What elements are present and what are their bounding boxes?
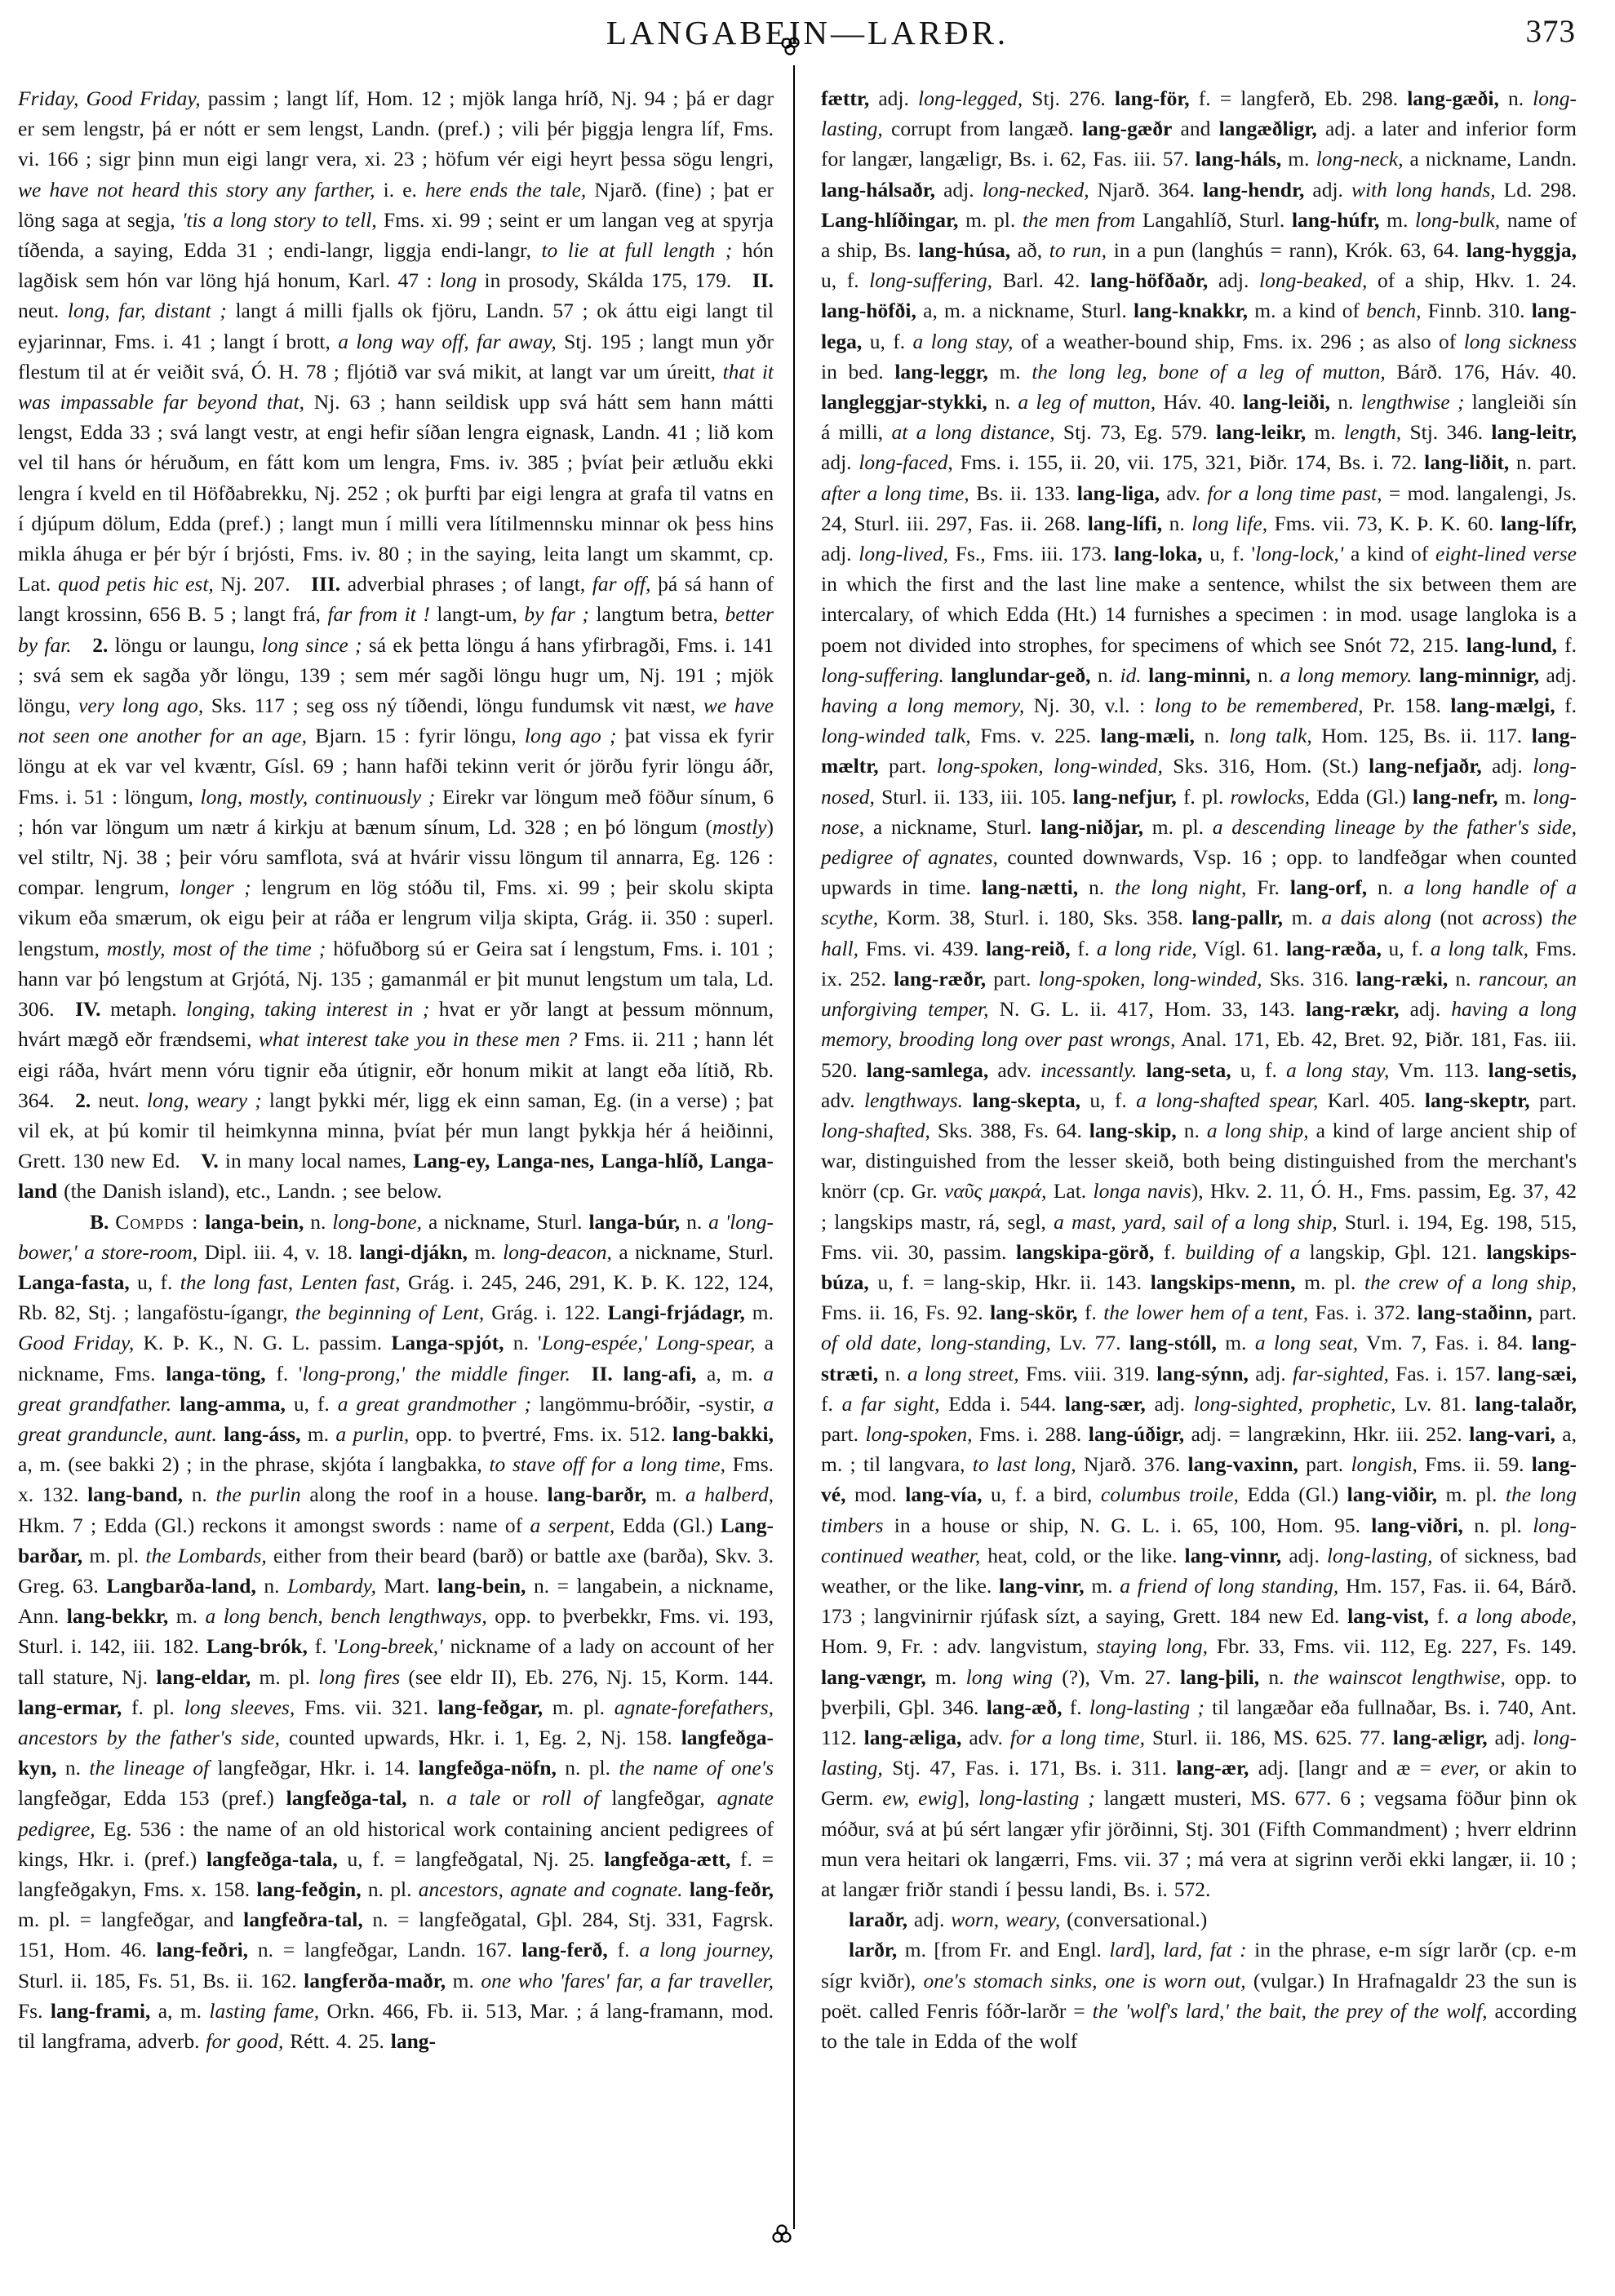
text-block: fættr, adj. long-legged, Stj. 276. lang-för, f. = langferð, Eb. 298. lang-gæði, n. long-lasting, corrupt from langæð. lang-gæðr and langæðligr, adj. a later and inferior form for langær, langæligr, Bs. i. 62, Fas. iii. 57. lang-háls, m. long-neck, a nickname, Landn. lang-hálsaðr, adj. long-necked, Njarð. 364. lang-hendr, adj. with long hands, Ld. 298. Lang-hlíðingar, m. pl. the men from Langahlíð, Sturl. lang-húfr, m. long-bulk, name of a ship, Bs. lang-húsa, að, to run, in a pun (langhús = rann), Krók. 63, 64. lang-hyggja, u, f. long-suffering, Barl. 42. lang-höfðaðr, adj. long-beaked, of a ship, Hkv. 1. 24. lang-höfði, a, m. a nickname, Sturl. lang-knakkr, m. a kind of bench, Finnb. 310. lang-lega, u, f. a long stay, of a weather-bound ship, Fms. ix. 296 ; as also of long sickness in bed. lang-leggr, m. the long leg, bone of a leg of mutton, Bárð. 176, Háv. 40. langleggjar-stykki, n. a leg of mutton, Háv. 40. lang-leiði, n. lengthwise ; langleiði sín á milli, at a long distance, Stj. 73, Eg. 579. lang-leikr, m. length, Stj. 346. lang-leitr, adj. long-faced, Fms. i. 155, ii. 20, vii. 175, 321, Þiðr. 174, Bs. i. 72. lang-liðit, n. part. after a long time, Bs. ii. 133. lang-liga, adv. for a long time past, = mod. langalengi, Js. 24, Sturl. iii. 297, Fas. ii. 268. lang-lífi, n. long life, Fms. vii. 73, K. Þ. K. 60. lang-lífr, adj. long-lived, Fs., Fms. iii. 173. lang-loka, u, f. 'long-lock,' a kind of eight-lined verse in which the first and the last line make a sentence, whilst the six between them are intercalary, of which Edda (Ht.) 14 furnishes a specimen : in mod. usage langloka is a poem not divided into strophes, for specimens of which see Snót 72, 215. lang-lund, f. long-suffering. langlundar-geð, n. id. lang-minni, n. a long memory. lang-minnigr, adj. having a long memory, Nj. 30, v.l. : long to be remembered, Pr. 158. lang-mælgi, f. long-winded talk, Fms. v. 225. lang-mæli, n. long talk, Hom. 125, Bs. ii. 117. lang-mæltr, part. long-spoken, long-winded, Sks. 316, Hom. (St.) lang-nefjaðr, adj. long-nosed, Sturl. ii. 133, iii. 105. lang-nefjur, f. pl. rowlocks, Edda (Gl.) lang-nefr, m. long-nose, a nickname, Sturl. lang-niðjar, m. pl. a descending lineage by the father's side, pedigree of agnates, counted downwards, Vsp. 16 ; opp. to landfeðgar when counted upwards in time. lang-nætti, n. the long night, Fr. lang-orf, n. a long handle of a scythe, Korm. 38, Sturl. i. 180, Sks. 358. lang-pallr, m. a dais along (not across) the hall, Fms. vi. 439. lang-reið, f. a long ride, Vígl. 61. lang-ræða, u, f. a long talk, Fms. ix. 252. lang-ræðr, part. long-spoken, long-winded, Sks. 316. lang-ræki, n. rancour, an unforgiving temper, N. G. L. ii. 417, Hom. 33, 143. lang-rækr, adj. having a long memory, brooding long over past wrongs, Anal. 171, Eb. 42, Bret. 92, Þiðr. 181, Fas. iii. 520. lang-samlega, adv. incessantly. lang-seta, u, f. a long stay, Vm. 113. lang-setis, adv. lengthways. lang-skepta, u, f. a long-shafted spear, Karl. 405. lang-skeptr, part. long-shafted, Sks. 388, Fs. 64. lang-skip, n. a long ship, a kind of large ancient ship of war, distinguished from the lesser skeið, both being distinguished from the merchant's knörr (cp. Gr. ναῦς μακρά, Lat. longa navis), Hkv. 2. 11, Ó. H., Fms. passim, Eg. 37, 42 ; langskips mastr, rá, segl, a mast, yard, sail of a long ship, Sturl. i. 194, Eg. 198, 515, Fms. vii. 30, passim. langskipa-görð, f. building of a langskip, Gþl. 121. langskips-búza, u, f. = lang-skip, Hkr. ii. 143. langskips-menn, m. pl. the crew of a long ship, Fms. ii. 16, Fs. 92. lang-skör, f. the lower hem of a tent, Fas. i. 372. lang-staðinn, part. of old date, long-standing, Lv. 77. lang-stóll, m. a long seat, Vm. 7, Fas. i. 84. lang-stræti, n. a long street, Fms. viii. 319. lang-sýnn, adj. far-sighted, Fas. i. 157. lang-sæi, f. a far sight, Edda i. 544. lang-sær, adj. long-sighted, prophetic, Lv. 81. lang-talaðr, part. long-spoken, Fms. i. 288. lang-úðigr, adj. = langrækinn, Hkr. iii. 252. lang-vari, a, m. ; til langvara, to last long, Njarð. 376. lang-vaxinn, part. longish, Fms. ii. 59. lang-vé, mod. lang-vía, u, f. a bird, columbus troile, Edda (Gl.) lang-viðir, m. pl. the long timbers in a house or ship, N. G. L. i. 65, 100, Hom. 95. lang-viðri, n. pl. long-continued weather, heat, cold, or the like. lang-vinnr, adj. long-lasting, of sickness, bad weather, or the like. lang-vinr, m. a friend of long standing, Hm. 157, Fas. ii. 64, Bárð. 173 ; langvinirnir rjúfask sízt, a saying, Grett. 184 new Ed. lang-vist, f. a long abode, Hom. 9, Fr. : adv. langvistum, staying long, Fbr. 33, Fms. vii. 112, Eg. 227, Fs. 149. lang-vængr, m. long wing (?), Vm. 27. lang-þili, n. the wainscot lengthwise, opp. to þverþili, Gþl. 346. lang-æð, f. long-lasting ; til langæðar eða fullnaðar, Bs. i. 740, Ant. 112. lang-æliga, adv. for a long time, Sturl. ii. 186, MS. 625. 77. lang-æligr, adj. long-lasting, Stj. 47, Fas. i. 171, Bs. i. 311. lang-ær, adj. [langr and æ = ever, or akin to Germ. ew, ewig], long-lasting ; langætt musteri, MS. 677. 6 ; vegsama föður þinn ok móður, svá at þú sért langær yfir jörðinni, Stj. 301 (Fifth Commandment) ; hverr eldrinn mun vera heitari ok langærri, Fms. vii. 37 ; má vera at sigrinn verði ekki langær, ii. 10 ; at langær friðr standi í þessu landi, Bs. i. 572. [821, 86, 1577, 1901]
text-block: Friday, Good Friday, passim ; langt líf, Hom. 12 ; mjök langa hríð, Nj. 94 ; þá er dagr er sem lengstr, þá er nótt er sem lengst, Landn. (pref.) ; vili þér þiggja lengra líf, Fms. vi. 166 ; sigr þinn mun eigi langr vera, xi. 23 ; höfum vér eigi heyrt þessa sögu lengri, we have not heard this story any farther, i. e. here ends the tale, Njarð. (fine) ; þat er löng saga at segja, 'tis a long story to tell, Fms. xi. 99 ; seint er um langan veg at spyrja tíðenda, a saying, Edda 31 ; endi-langr, liggja endi-langr, to lie at full length ; hón lagðisk sem hón var löng hjá honum, Karl. 47 : long in prosody, Skálda 175, 179. II. neut. long, far, distant ; langt á milli fjalls ok fjöru, Landn. 57 ; ok áttu eigi langt til eyjarinnar, Fms. i. 41 ; langt í brott, a long way off, far away, Stj. 195 ; langt mun yðr flestum til at ér veiðit svá, Ó. H. 78 ; fljótið var svá mikit, at langt var um úreitt, that it was impassable far beyond that, Nj. 63 ; hann seildisk upp svá hátt sem hann mátti lengst, Edda 33 ; svá langt vestr, at engi hefir síðan lengra eignask, Landn. 41 ; lið kom vel til hans ór héruðum, en fátt kom um lengra, Fms. iv. 385 ; þvíat þeir ætluðu ekki lengra í kveld en til Höfðabrekku, Nj. 252 ; ok þurfti þar eigi lengra at grafa til vatns en í djúpum dölum, Edda (pref.) ; langt mun í milli vera lítilmennsku minnar ok þess hins mikla áhuga er þér býr í brjósti, Fms. iv. 80 ; in the saying, leita langt um skammt, cp. Lat. quod petis hic est, Nj. 207. III. adverbial phrases ; of langt, far off, þá sá hann of langt krossinn, 656 B. 5 ; langt frá, far from it ! langt-um, by far ; langtum betra, better by far. 2. löngu or laungu, long since ; sá ek þetta löngu á hans yfirbragði, Fms. i. 141 ; svá sem ek sagða yðr löngu, 139 ; sem mér sagði löngu hugr um, Nj. 191 ; mjök löngu, very long ago, Sks. 117 ; seg oss ný tíðendi, löngu fundumsk vit næst, we have not seen one another for an age, Bjarn. 15 : fyrir löngu, long ago ; þat vissa ek fyrir löngu at ek var vel kvæntr, Gísl. 69 ; hann hafði tekinn verit ór jörðu fyrir löngu áðr, Fms. i. 51 : löngum, long, mostly, continuously ; Eirekr var löngum með föður sínum, 6 ; hón var löngum um nætr á kirkju at bænum sínum, Ld. 328 ; en þó löngum (mostly) vel stiltr, Nj. 38 ; þeir vóru samflota, svá at hvárir vissu löngum til annarra, Eg. 126 : compar. lengrum, longer ; lengrum en lög stóðu til, Fms. xi. 99 ; þeir skolu skipta vikum eða smærum, ok eigu þeir at ráða er lengrum vilja skipta, Grág. ii. 350 : superl. lengstum, mostly, most of the time ; höfuðborg sú er Geira sat í lengstum, Fms. i. 101 ; hann var þó lengstum at Grjótá, Nj. 135 ; gamanmál er þit munut lengstum um tala, Ld. 306. IV. metaph. longing, taking interest in ; hvat er yðr langt at þessum mönnum, hvárt mægð eðr frændsemi, what interest take you in these men ? Fms. ii. 211 ; hann lét eigi ráða, hvárt menn vóru tignir eða útignir, eðr honum mikit at langt eða lítið, Rb. 364. 2. neut. long, weary ; langt þykki mér, ligg ek einn saman, Eg. (in a verse) ; þat vil ek, at þú komir til heimkynna minna, þvíat þér mun langt þykkja hér á heiðinni, Grett. 130 new Ed. V. in many local names, Lang-ey, Langa-nes, Langa-hlíð, Langa-land (the Danish island), etc., Landn. ; see below. [18, 86, 774, 1203]
column-divider-rule [793, 65, 795, 2229]
page-number: 373 [1525, 14, 1576, 49]
text-block: B. Compds : langa-bein, n. long-bone, a nickname, Sturl. langa-búr, n. a 'long-bower,' a store-room, Dipl. iii. 4, v. 18. langi-djákn, m. long-deacon, a nickname, Sturl. Langa-fasta, u, f. the long fast, Lenten fast, Grág. i. 245, 246, 291, K. Þ. K. 122, 124, Rb. 82, Stj. ; langaföstu-ígangr, the beginning of Lent, Grág. i. 122. Langi-frjádagr, m. Good Friday, K. Þ. K., N. G. L. passim. Langa-spjót, n. 'Long-espée,' Long-spear, a nickname, Fms. langa-töng, f. 'long-prong,' the middle finger. II. lang-afi, a, m. a great grandfather. lang-amma, u, f. a great grandmother ; langömmu-bróðir, -systir, a great granduncle, aunt. lang-áss, m. a purlin, opp. to þvertré, Fms. ix. 512. lang-bakki, a, m. (see bakki 2) ; in the phrase, skjóta í langbakka, to stave off for a long time, Fms. x. 132. lang-band, n. the purlin along the roof in a house. lang-barðr, m. a halberd, Hkm. 7 ; Edda (Gl.) reckons it amongst swords : name of a serpent, Edda (Gl.) Lang-barðar, m. pl. the Lombards, either from their beard (barð) or battle axe (barða), Skv. 3. Greg. 63. Langbarða-land, n. Lombardy, Mart. lang-bein, n. = langabein, a nickname, Ann. lang-bekkr, m. a long bench, bench lengthways, opp. to þverbekkr, Fms. vi. 193, Sturl. i. 142, iii. 182. Lang-brók, f. 'Long-breek,' nickname of a lady on account of her tall stature, Nj. lang-eldar, m. pl. long fires (see eldr II), Eb. 276, Nj. 15, Korm. 144. lang-ermar, f. pl. long sleeves, Fms. vii. 321. lang-feðgar, m. pl. agnate-forefathers, ancestors by the father's side, counted upwards, Hkr. i. 1, Eg. 2, Nj. 158. langfeðga-kyn, n. the lineage of langfeðgar, Hkr. i. 14. langfeðga-nöfn, n. pl. the name of one's langfeðgar, Edda 153 (pref.) langfeðga-tal, n. a tale or roll of langfeðgar, agnate pedigree, Eg. 536 : the name of an old historical work containing ancient pedigrees of kings, Hkr. i. (pref.) langfeðga-tala, u, f. = langfeðgatal, Nj. 25. langfeðga-ætt, f. = langfeðgakyn, Fms. x. 158. lang-feðgin, n. pl. ancestors, agnate and cognate. lang-feðr, m. pl. = langfeðgar, and langfeðra-tal, n. = langfeðgatal, Gþl. 284, Stj. 331, Fagrsk. 151, Hom. 46. lang-feðri, n. = langfeðgar, Landn. 167. lang-ferð, f. a long journey, Sturl. ii. 185, Fs. 51, Bs. ii. 162. langferða-maðr, m. one who 'fares' far, a far traveller, Fs. lang-frami, a, m. lasting fame, Orkn. 466, Fb. ii. 513, Mar. ; á lang-framann, mod. til langframa, adverb. for good, Rétt. 4. 25. lang- [18, 1209, 774, 2053]
trefoil-ornament-icon [777, 38, 805, 59]
left-column-text [18, 83, 774, 2056]
text-block: larðr, m. [from Fr. and Engl. lard], lard, fat : in the phrase, e-m sígr larðr (cp. e-m sígr kviðr), one's stomach sinks, one is worn out, (vulgar.) In Hrafnagaldr 23 the sun is poët. called Fenris fóðr-larðr = the 'wolf's lard,' the bait, the prey of the wolf, according to the tale in Edda of the wolf [821, 1938, 1577, 2053]
running-head: LANGABEIN—LARÐR. [606, 14, 1009, 51]
right-column-text [821, 83, 1577, 2056]
trefoil-ornament-icon [769, 2223, 796, 2244]
text-block: laraðr, adj. worn, weary, (conversational.) [849, 1908, 1208, 1932]
